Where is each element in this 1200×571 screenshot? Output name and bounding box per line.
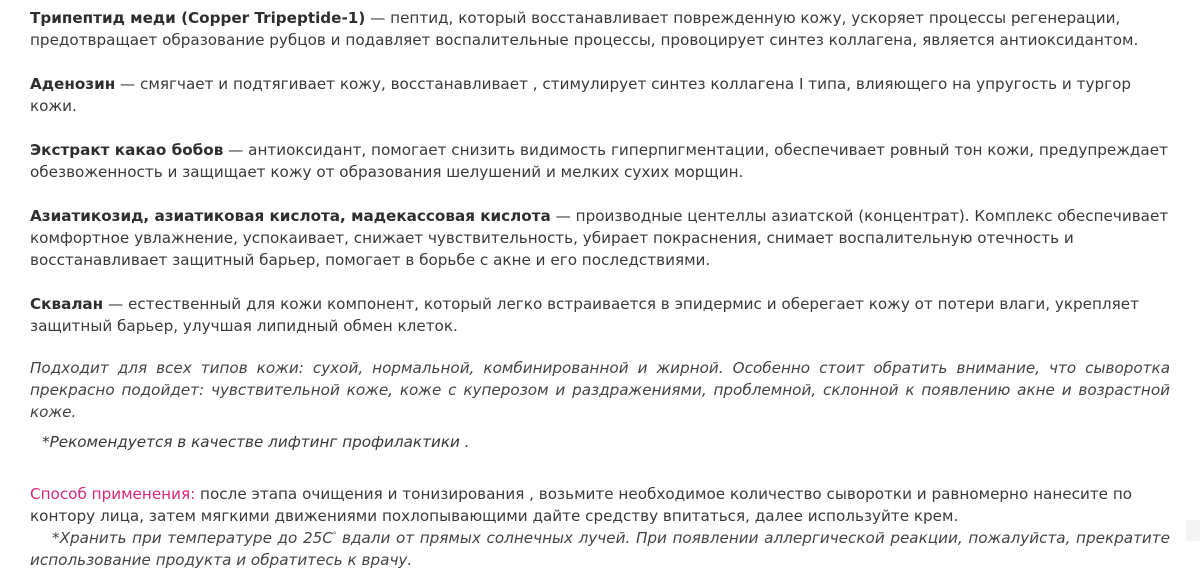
skin-types-paragraph: Подходит для всех типов кожи: сухой, нормальной, комбинированной и жирной. Особенно стоит обратить внимание, что сыворотка прекрасно подойдет: чувствительной коже, коже с куперозом и раздражениями, проблемной, склонной к появлению акне и возрастной коже.: [30, 359, 1170, 421]
storage-text-end: вдали от прямых солнечных лучей. При появлении аллергической реакции, пожалуйста, прекратите использование продукта и обратитесь к врачу.: [30, 529, 1170, 569]
ingredient-name: Трипептид меди (Copper Tripeptide-1): [30, 9, 366, 27]
usage-paragraph: [30, 483, 1170, 527]
degree-mark: °: [332, 530, 337, 539]
ingredient-text: — естественный для кожи компонент, который легко встраивается в эпидермис и оберегает кожу от потери влаги, укрепляет защитный барьер, улучшая липидный обмен клеток.: [30, 295, 1139, 335]
ingredient-name: Азиатикозид, азиатиковая кислота, мадекассовая кислота: [30, 207, 551, 225]
storage-paragraph: [30, 527, 1170, 571]
ingredient-asiaticoside: [30, 205, 1170, 271]
usage-text: после этапа очищения и тонизирования , возьмите необходимое количество сыворотки и равномерно нанесите по контору лица, затем мягкими движениями похлопывающими дайте средству впитаться, далее используйте крем.: [30, 485, 1133, 525]
ingredient-text: — производные центеллы азиатской (концентрат). Комплекс обеспечивает комфортное увлажнение, успокаивает, снижает чувствительность, убирает покраснения, снимает воспалительную отечность и восстанавливает защитный барьер, помогает в борьбе с акне и его последствиями.: [30, 207, 1169, 269]
ingredient-name: Аденозин: [30, 75, 116, 93]
ingredient-copper-tripeptide: [30, 7, 1170, 51]
ingredient-squalane: [30, 293, 1170, 337]
ingredient-name: Экстракт какао бобов: [30, 141, 224, 159]
ingredient-adenosine: [30, 73, 1170, 117]
usage-label: Способ применения:: [30, 485, 196, 503]
storage-text-start: *Хранить при температуре до 25С: [52, 529, 333, 547]
recommendation-note: *Рекомендуется в качестве лифтинг профилактики .: [42, 433, 470, 451]
ingredient-text: — пептид, который восстанавливает поврежденную кожу, ускоряет процессы регенерации, предотвращает образование рубцов и подавляет воспалительные процессы, провоцирует синтез коллагена, является антиоксидантом.: [30, 9, 1139, 49]
ingredient-name: Сквалан: [30, 295, 104, 313]
ingredient-text: — смягчает и подтягивает кожу, восстанавливает , стимулирует синтез коллагена I типа, влияющего на упругость и тургор кожи.: [30, 75, 1132, 115]
ingredient-cocoa-extract: [30, 139, 1170, 183]
product-description: [30, 7, 1170, 571]
ingredient-text: — антиоксидант, помогает снизить видимость гиперпигментации, обеспечивает ровный тон кожи, предупреждает обезвоженность и защищает кожу от образования шелушений и мелких сухих морщин.: [30, 141, 1168, 181]
scroll-edge: [1186, 520, 1200, 541]
